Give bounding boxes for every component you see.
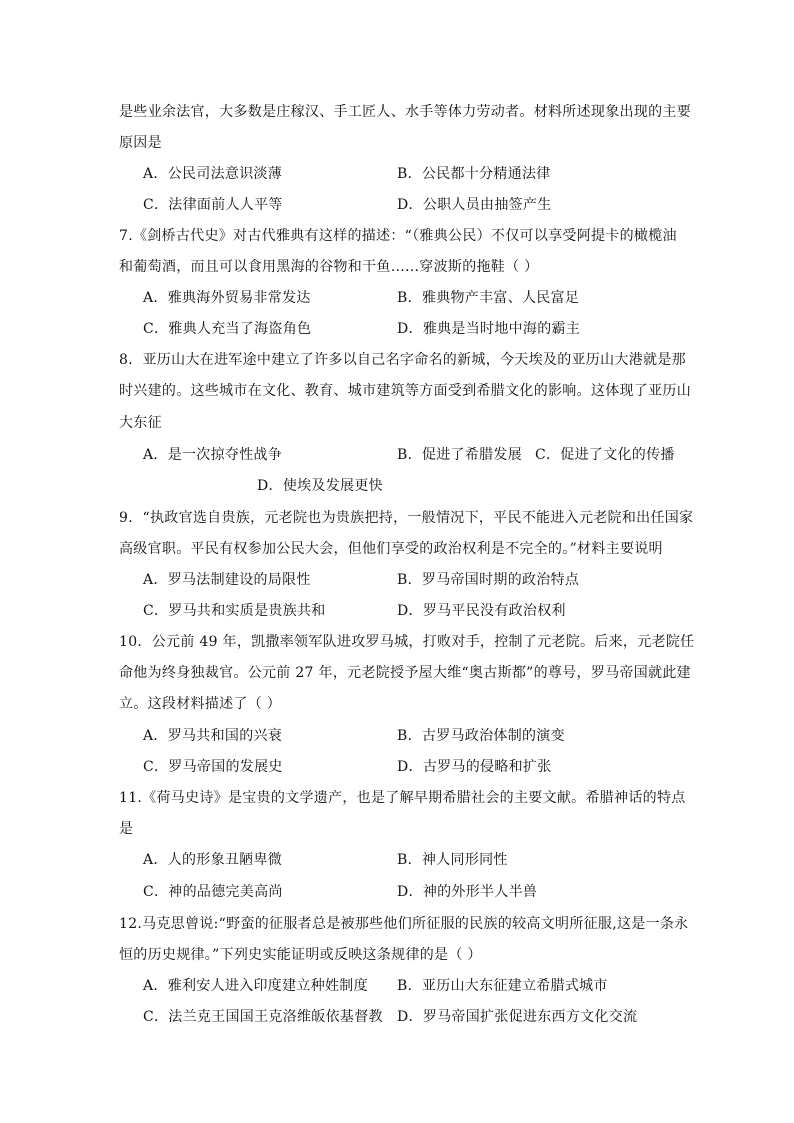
q10-line-3: 立。这段材料描述了（ ） — [119, 696, 282, 712]
q6-option-b: B．公民都十分精通法律 — [397, 166, 551, 182]
q8-option-b: B．促进了希腊发展 — [397, 447, 522, 463]
q6-option-c: C．法律面前人人平等 — [143, 197, 283, 213]
q12-option-c: C．法兰克王国国王克洛维皈依基督教 — [143, 1009, 383, 1025]
q10-line-1: 10．公元前 49 年，凯撒率领军队进攻罗马城，打败对手，控制了元老院。后来，元老院任 — [119, 634, 695, 650]
q11-line-2: 是 — [119, 821, 134, 837]
q12-option-a: A．雅利安人进入印度建立种姓制度 — [143, 978, 368, 994]
q8-line-1: 8．亚历山大在进军途中建立了许多以自己名字命名的新城，今天埃及的亚历山大港就是那 — [119, 352, 686, 368]
q8-option-c: C．促进了文化的传播 — [535, 447, 675, 463]
q9-option-c: C．罗马共和实质是贵族共和 — [143, 603, 326, 619]
q8-option-d: D．使埃及发展更快 — [257, 478, 383, 494]
q6-option-a: A．公民司法意识淡薄 — [143, 166, 283, 182]
q6-line-2: 原因是 — [119, 135, 162, 151]
q11-option-a: A．人的形象丑陋卑微 — [143, 852, 283, 868]
q10-line-2: 命他为终身独裁官。公元前 27 年，元老院授予屋大维“奥古斯都”的尊号，罗马帝国就此建 — [119, 665, 691, 681]
q12-option-d: D．罗马帝国扩张促进东西方文化交流 — [397, 1009, 638, 1025]
q12-option-b: B．亚历山大东征建立希腊式城市 — [397, 978, 608, 994]
q10-option-c: C．罗马帝国的发展史 — [143, 759, 283, 775]
q11-option-d: D．神的外形半人半兽 — [397, 884, 538, 900]
q10-option-b: B．古罗马政治体制的演变 — [397, 728, 565, 744]
q8-line-3: 大东征 — [119, 415, 162, 431]
q11-line-1: 11.《荷马史诗》是宝贵的文学遗产，也是了解早期希腊社会的主要文献。希腊神话的特点 — [119, 790, 686, 806]
q7-option-a: A．雅典海外贸易非常发达 — [143, 290, 311, 306]
q9-option-d: D．罗马平民没有政治权利 — [397, 603, 566, 619]
q7-line-1: 7.《剑桥古代史》对古代雅典有这样的描述：“（雅典公民）不仅可以享受阿提卡的橄榄油 — [119, 228, 677, 244]
q11-option-b: B．神人同形同性 — [397, 852, 508, 868]
q6-option-d: D．公职人员由抽签产生 — [397, 197, 552, 213]
q8-line-2: 时兴建的。这些城市在文化、教育、城市建筑等方面受到希腊文化的影响。这体现了亚历山 — [119, 383, 691, 399]
q7-option-c: C．雅典人充当了海盗角色 — [143, 321, 312, 337]
q6-line-1: 是些业余法官，大多数是庄稼汉、手工匠人、水手等体力劳动者。材料所述现象出现的主要 — [119, 104, 691, 120]
q9-option-a: A．罗马法制建设的局限性 — [143, 572, 311, 588]
q9-line-1: 9．“执政官选自贵族，元老院也为贵族把持，一般情况下，平民不能进入元老院和出任国家 — [119, 510, 694, 526]
q9-line-2: 高级官职。平民有权参加公民大会，但他们享受的政治权利是不完全的。”材料主要说明 — [119, 541, 663, 557]
q12-line-1: 12.马克思曾说:“野蛮的征服者总是被那些他们所征服的民族的较高文明所征服,这是一条永 — [119, 916, 689, 932]
q7-option-b: B．雅典物产丰富、人民富足 — [397, 290, 580, 306]
q7-option-d: D．雅典是当时地中海的霸主 — [397, 321, 581, 337]
q11-option-c: C．神的品德完美高尚 — [143, 884, 283, 900]
q10-option-d: D．古罗马的侵略和扩张 — [397, 759, 552, 775]
q8-option-a: A．是一次掠夺性战争 — [143, 447, 283, 463]
q10-option-a: A．罗马共和国的兴衰 — [143, 728, 283, 744]
q12-line-2: 恒的历史规律。”下列史实能证明或反映这条规律的是（ ） — [119, 947, 482, 963]
q9-option-b: B．罗马帝国时期的政治特点 — [397, 572, 580, 588]
q7-line-2: 和葡萄酒，而且可以食用黑海的谷物和干鱼……穿波斯的拖鞋（ ） — [119, 259, 539, 275]
